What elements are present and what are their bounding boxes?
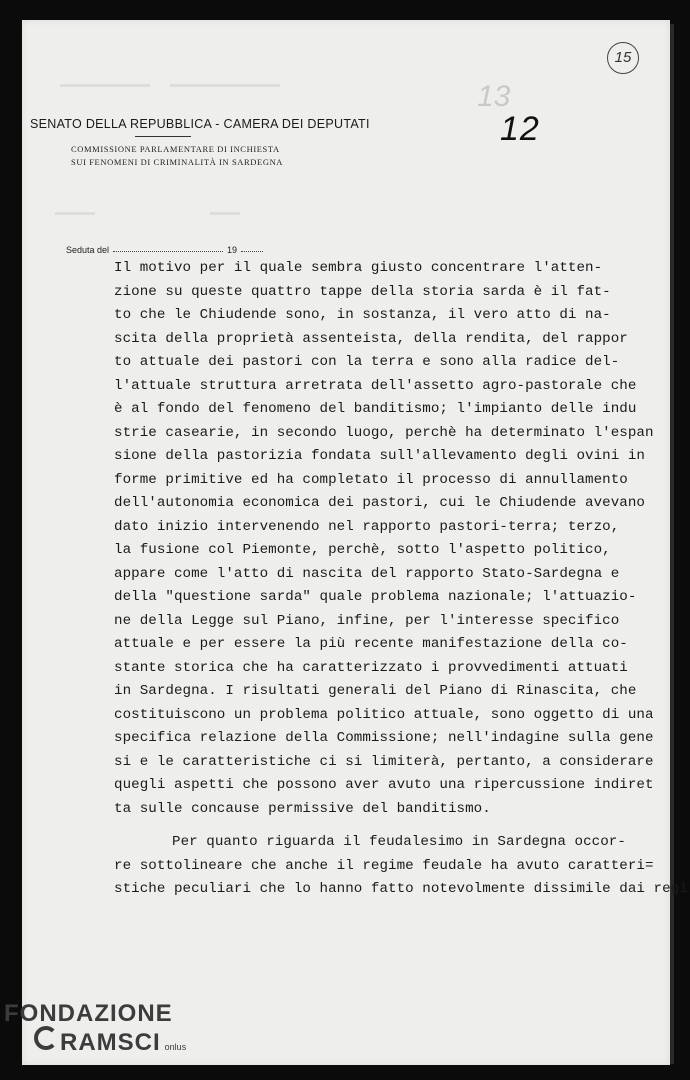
commission-line-1: COMMISSIONE PARLAMENTARE DI INCHIESTA <box>71 144 280 154</box>
show-through-mark <box>60 84 150 87</box>
body-line: re sottolineare che anche il regime feudale ha avuto caratteri= <box>114 857 654 874</box>
body-line: stante storica che ha caratterizzato i provvedimenti attuati <box>114 659 628 676</box>
body-line: strie casearie, in secondo luogo, perchè ha determinato l'espan <box>114 424 654 441</box>
institution-name: SENATO DELLA REPUBBLICA - CAMERA DEI DEPUTATI <box>30 117 370 131</box>
letterhead <box>30 117 370 169</box>
body-line: Il motivo per il quale sembra giusto concentrare l'atten- <box>114 260 603 276</box>
body-line: dell'autonomia economica dei pastori, cui le Chiudende avevano <box>114 495 645 511</box>
body-line: dato inizio intervenendo nel rapporto pastori-terra; terzo, <box>114 518 620 535</box>
seduta-label: Seduta del <box>66 245 110 255</box>
watermark-line-1: FONDAZIONE <box>4 1000 173 1027</box>
commission-line-2: SUI FENOMENI DI CRIMINALITÀ IN SARDEGNA <box>71 157 284 167</box>
gramsci-g-icon <box>34 1026 58 1050</box>
seduta-date-blank <box>113 251 223 252</box>
body-line: ne della Legge sul Piano, infine, per l'interesse specifico <box>114 612 620 629</box>
page-edge <box>670 24 674 1064</box>
show-through-mark <box>55 212 95 215</box>
show-through-mark <box>210 212 240 215</box>
body-line: della "questione sarda" quale problema nazionale; l'attuazio- <box>114 589 637 605</box>
seduta-year-prefix: 19 <box>227 245 238 255</box>
faint-page-number: 13 <box>477 80 511 113</box>
body-line: quegli aspetti che possono aver avuto una ripercussione indiret <box>114 777 654 793</box>
seduta-field <box>66 245 267 255</box>
body-line: scita della proprietà assenteista, della rendita, del rappor <box>114 330 628 347</box>
show-through-mark <box>170 84 280 87</box>
body-line: stiche peculiari che lo hanno fatto notevolmente dissimile dai regi <box>114 881 688 897</box>
archive-page-stamp: 15 <box>607 42 639 74</box>
body-line: costituiscono un problema politico attuale, sono oggetto di una <box>114 706 654 723</box>
body-line: si e le caratteristiche ci si limiterà, pertanto, a considerare <box>114 753 654 770</box>
body-line: forme primitive ed ha completato il processo di annullamento <box>114 471 628 488</box>
body-line: appare come l'atto di nascita del rapporto Stato-Sardegna e <box>114 565 620 582</box>
handwritten-page-number: 12 <box>500 110 540 148</box>
body-line: to attuale dei pastori con la terra e sono alla radice del- <box>114 354 620 370</box>
body-line: Per quanto riguarda il feudalesimo in Sardegna occor- <box>172 834 626 850</box>
fondazione-gramsci-watermark <box>4 1002 186 1059</box>
body-line: è al fondo del fenomeno del banditismo; l'impianto delle indu <box>114 401 637 417</box>
body-line: zione su queste quattro tappe della storia sarda è il fat- <box>114 283 611 300</box>
watermark-suffix: onlus <box>164 1042 187 1052</box>
body-line: specifica relazione della Commissione; nell'indagine sulla gene <box>114 730 654 746</box>
body-line: la fusione col Piemonte, perchè, sotto l'aspetto politico, <box>114 542 611 558</box>
body-line: attuale e per essere la più recente manifestazione della co- <box>114 636 628 652</box>
body-line: ta sulle concause permissive del banditismo. <box>114 800 491 817</box>
body-line: l'attuale struttura arretrata dell'assetto agro-pastorale che <box>114 377 637 394</box>
watermark-line-2-text: RAMSCI <box>60 1029 161 1056</box>
body-line: in Sardegna. I risultati generali del Piano di Rinascita, che <box>114 683 637 699</box>
body-line: sione della pastorizia fondata sull'allevamento degli ovini in <box>114 448 645 464</box>
letterhead-rule <box>135 136 191 137</box>
body-line: to che le Chiudende sono, in sostanza, il vero atto di na- <box>114 307 611 323</box>
commission-name <box>71 143 370 169</box>
watermark-line-2 <box>34 1026 186 1059</box>
seduta-year-blank <box>241 251 263 252</box>
